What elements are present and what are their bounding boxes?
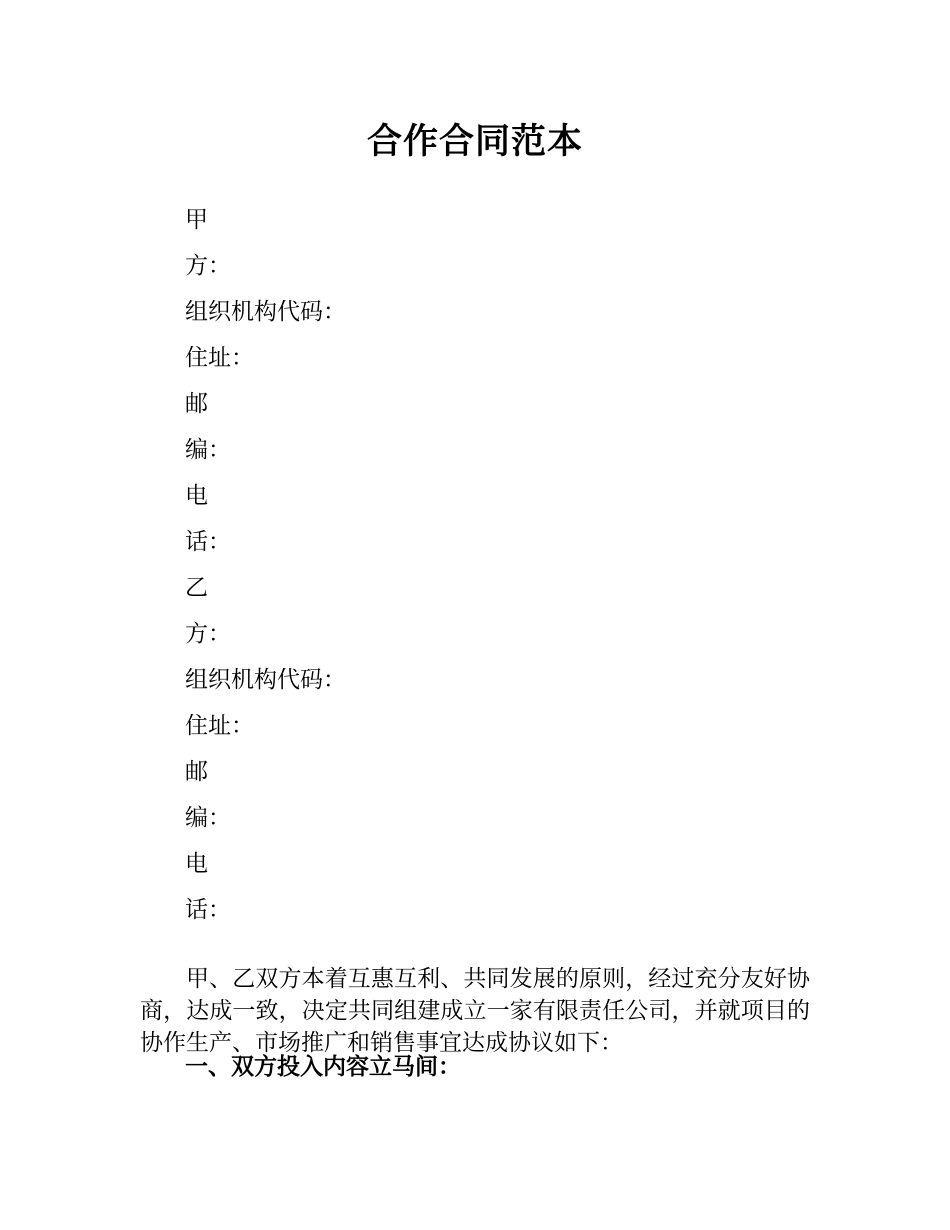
party-b-label-part-1: 乙 xyxy=(185,575,208,601)
party-a-phone-label-part-2: 话： xyxy=(185,529,231,555)
party-b-postcode-label-part-1: 邮 xyxy=(185,759,208,785)
section-one-heading: 一、双方投入内容立马间： xyxy=(185,1053,461,1080)
party-b-phone-label-part-1: 电 xyxy=(185,851,208,877)
party-information-list xyxy=(185,197,785,933)
party-b-postcode-label-part-2: 编： xyxy=(185,805,231,831)
contract-introduction-paragraph: 甲、乙双方本着互惠互利、共同发展的原则，经过充分友好协商，达成一致，决定共同组建成立一家有限责任公司，并就项目的协作生产、市场推广和销售事宜达成协议如下： xyxy=(140,966,810,1056)
party-a-phone-label-part-1: 电 xyxy=(185,483,208,509)
party-b-label-part-2: 方： xyxy=(185,621,231,647)
party-b-address-label: 住址： xyxy=(185,713,254,739)
party-b-phone-label-part-2: 话： xyxy=(185,897,231,923)
party-a-label-part-1: 甲 xyxy=(185,207,208,233)
party-b-organization-code-label: 组织机构代码： xyxy=(185,667,346,693)
party-a-postcode-label-part-2: 编： xyxy=(185,437,231,463)
document-title: 合作合同范本 xyxy=(366,122,583,162)
party-a-postcode-label-part-1: 邮 xyxy=(185,391,208,417)
party-a-address-label: 住址： xyxy=(185,345,254,371)
party-a-organization-code-label: 组织机构代码： xyxy=(185,299,346,325)
party-a-label-part-2: 方： xyxy=(185,253,231,279)
